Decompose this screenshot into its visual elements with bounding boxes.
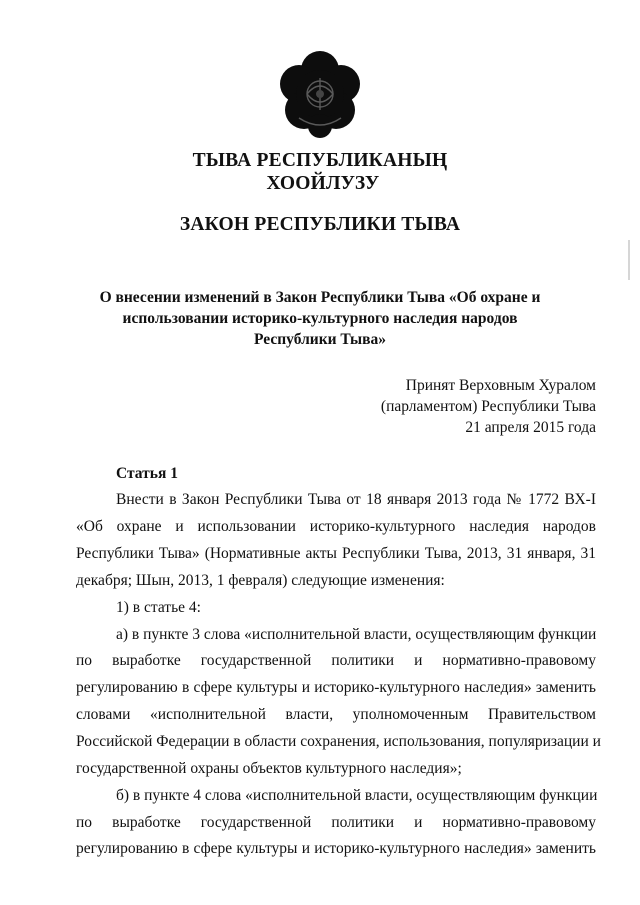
body-line: по выработке государственной политики и нормативно-правовому	[76, 814, 596, 831]
body-line: словами «исполнительной власти, уполномоченным Правительством	[76, 706, 596, 723]
body-line: б) в пункте 4 слова «исполнительной власти, осуществляющим функции	[116, 787, 598, 804]
body-line: декабря; Шын, 2013, 1 февраля) следующие изменения:	[76, 572, 445, 589]
body-line: «Об охране и использовании историко-культурного наследия народов	[76, 518, 596, 535]
emblem-icon	[275, 48, 365, 140]
body-line: регулированию в сфере культуры и историко-культурного наследия» заменить	[76, 840, 596, 857]
body-line: 1) в статье 4:	[116, 599, 201, 616]
body-line: государственной охраны объектов культурного наследия»;	[76, 760, 462, 777]
adoption-note-line: Принят Верховным Хуралом	[405, 377, 596, 394]
body-line: по выработке государственной политики и нормативно-правовому	[76, 652, 596, 669]
body-line: а) в пункте 3 слова «исполнительной власти, осуществляющим функции	[116, 626, 597, 643]
page-title: ЗАКОН РЕСПУБЛИКИ ТЫВА	[179, 214, 461, 235]
law-subtitle-line: О внесении изменений в Закон Республики Тыва «Об охране и	[99, 289, 541, 306]
adoption-date: 21 апреля 2015 года	[465, 419, 596, 436]
body-line: Российской Федерации в области сохранения, использования, популяризации и	[76, 733, 601, 750]
title-tuvan-line-1: ТЫВА РЕСПУБЛИКАНЫҢ	[192, 150, 448, 171]
article-heading: Статья 1	[116, 465, 178, 482]
body-line: регулированию в сфере культуры и историко-культурного наследия» заменить	[76, 679, 596, 696]
body-line: Республики Тыва» (Нормативные акты Республики Тыва, 2013, 31 января, 31	[76, 545, 596, 562]
adoption-note-line: (парламентом) Республики Тыва	[380, 398, 596, 415]
body-line: Внести в Закон Республики Тыва от 18 января 2013 года № 1772 ВХ-I	[116, 491, 596, 508]
law-subtitle-line: использовании историко-культурного наследия народов	[122, 310, 518, 327]
scan-edge-mark	[628, 240, 630, 280]
law-subtitle-line: Республики Тыва»	[254, 331, 386, 348]
title-tuvan-line-2: ХООЙЛУЗУ	[266, 173, 380, 194]
